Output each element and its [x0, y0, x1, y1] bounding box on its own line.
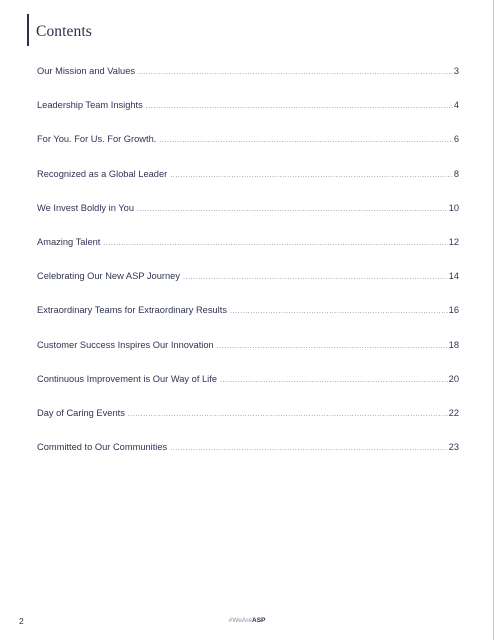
toc-dot-leader	[183, 274, 448, 281]
toc-entry-title: Continuous Improvement is Our Way of Life	[37, 373, 217, 384]
toc-entry-title: Celebrating Our New ASP Journey	[37, 271, 180, 282]
toc-entry[interactable]	[37, 169, 459, 203]
footer-hashtag	[0, 617, 494, 624]
toc-dot-leader	[170, 172, 453, 179]
footer-hashtag-brand: ASP	[252, 617, 266, 624]
toc-entry-title: Customer Success Inspires Our Innovation	[37, 339, 214, 350]
toc-entry[interactable]	[37, 237, 459, 271]
toc-entry-title: We Invest Boldly in You	[37, 202, 134, 213]
toc-entry-page: 12	[448, 236, 459, 247]
toc-entry-page: 22	[448, 407, 459, 418]
toc-entry-title: Amazing Talent	[37, 236, 101, 247]
toc-entry-page: 8	[453, 168, 459, 179]
toc-entry-page: 10	[448, 202, 459, 213]
toc-dot-leader	[138, 69, 453, 76]
toc-entry-page: 16	[448, 305, 459, 316]
toc-dot-leader	[103, 240, 447, 247]
toc-entry[interactable]	[37, 271, 459, 305]
toc-entry-page: 14	[448, 271, 459, 282]
toc-dot-leader	[137, 206, 448, 213]
toc-entry-title: Recognized as a Global Leader	[37, 168, 168, 179]
toc-entry-page: 6	[453, 134, 459, 145]
toc-entry[interactable]	[37, 305, 459, 339]
toc-entry[interactable]	[37, 66, 459, 100]
toc-entry-title: Committed to Our Communities	[37, 442, 168, 453]
toc-entry-page: 23	[448, 442, 459, 453]
toc-entry[interactable]	[37, 442, 459, 476]
toc-entry-page: 3	[453, 66, 459, 76]
table-of-contents	[37, 66, 459, 476]
toc-dot-leader	[230, 308, 448, 315]
toc-dot-leader	[217, 343, 448, 350]
page-title: Contents	[36, 23, 92, 40]
toc-entry-title: Extraordinary Teams for Extraordinary Results	[37, 305, 227, 316]
toc-entry[interactable]	[37, 374, 459, 408]
title-accent-rule	[27, 14, 29, 46]
toc-entry-page: 18	[448, 339, 459, 350]
toc-dot-leader	[128, 411, 448, 418]
footer-hashtag-prefix: #WeAre	[228, 617, 252, 624]
toc-entry[interactable]	[37, 134, 459, 168]
toc-entry-title: Our Mission and Values	[37, 66, 136, 76]
toc-entry[interactable]	[37, 203, 459, 237]
toc-dot-leader	[170, 445, 447, 452]
toc-entry[interactable]	[37, 340, 459, 374]
toc-dot-leader	[159, 137, 452, 144]
toc-entry-page: 20	[448, 373, 459, 384]
toc-entry-title: For You. For Us. For Growth.	[37, 134, 157, 145]
toc-dot-leader	[220, 377, 448, 384]
toc-entry[interactable]	[37, 100, 459, 134]
toc-entry-title: Day of Caring Events	[37, 407, 125, 418]
toc-entry[interactable]	[37, 408, 459, 442]
toc-entry-title: Leadership Team Insights	[37, 100, 143, 111]
footer-page-number: 2	[19, 616, 24, 626]
toc-dot-leader	[146, 103, 453, 110]
toc-entry-page: 4	[453, 100, 459, 111]
